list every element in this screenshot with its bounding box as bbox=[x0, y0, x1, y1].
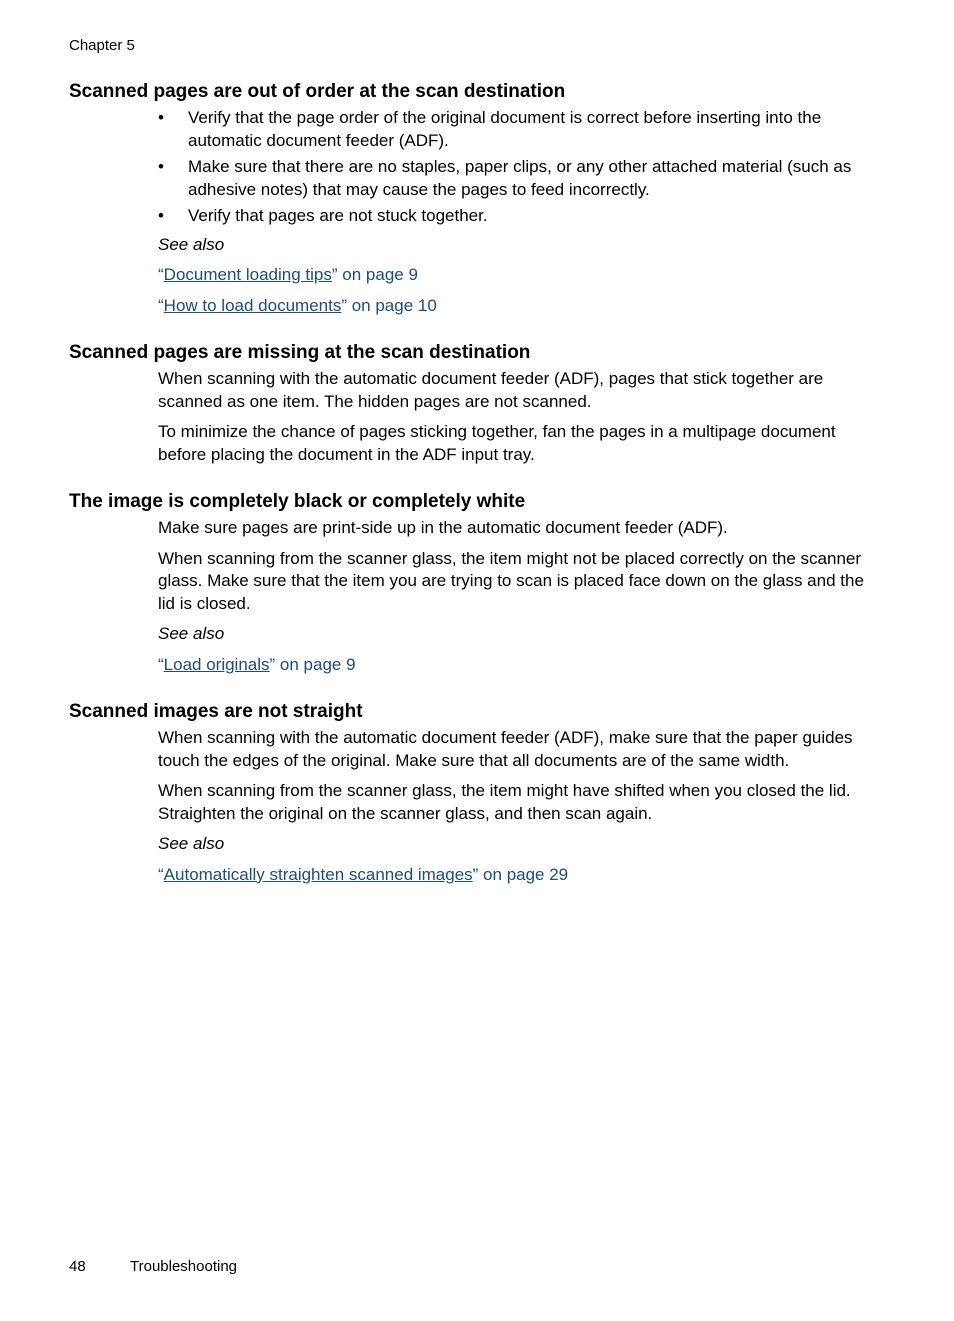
section-heading: Scanned pages are out of order at the scan destination bbox=[69, 81, 566, 102]
section-missing-pages bbox=[69, 341, 889, 466]
bullet-icon: • bbox=[158, 157, 164, 176]
list-item-text: Make sure that there are no staples, paper clips, or any other attached material (such as adhesive notes) that may cause the pages to feed incorrectly. bbox=[188, 157, 852, 199]
page-reference: ” on page 9 bbox=[331, 265, 418, 284]
list-item bbox=[158, 107, 870, 152]
see-also-label: See also bbox=[158, 234, 225, 254]
paragraph: When scanning with the automatic document feeder (ADF), make sure that the paper guides touch the edges of the original. Make sure that all documents are of the same width. bbox=[158, 728, 853, 770]
bullet-list bbox=[158, 107, 870, 228]
see-also-label: See also bbox=[158, 624, 225, 643]
footer-section-title: Troubleshooting bbox=[130, 1258, 238, 1275]
cross-reference bbox=[158, 864, 870, 887]
chapter-header: Chapter 5 bbox=[69, 37, 135, 54]
quote-open: “ bbox=[158, 654, 164, 674]
link-automatically-straighten[interactable]: Automatically straighten scanned images bbox=[163, 864, 473, 884]
list-item bbox=[158, 205, 870, 228]
page-number: 48 bbox=[69, 1258, 86, 1275]
section-body bbox=[158, 727, 870, 886]
link-load-originals[interactable]: Load originals bbox=[163, 654, 270, 674]
see-also-label: See also bbox=[158, 834, 225, 853]
paragraph: When scanning from the scanner glass, the item might have shifted when you closed the lid. Straighten the original on the scanner glass, and then scan again. bbox=[158, 781, 851, 823]
cross-reference bbox=[158, 264, 870, 287]
list-item-text: Verify that the page order of the original document is correct before inserting into the automatic document feeder (ADF). bbox=[188, 108, 822, 150]
list-item-text: Verify that pages are not stuck together. bbox=[188, 206, 488, 225]
bullet-icon: • bbox=[158, 108, 164, 127]
quote-open: “ bbox=[158, 864, 164, 884]
section-heading: The image is completely black or completely white bbox=[69, 491, 526, 512]
cross-reference bbox=[158, 295, 870, 318]
page-footer bbox=[69, 1258, 237, 1276]
section-black-or-white bbox=[69, 490, 889, 676]
page-reference: ” on page 10 bbox=[341, 295, 437, 315]
paragraph: To minimize the chance of pages sticking together, fan the pages in a multipage document before placing the document in the ADF input tray. bbox=[158, 422, 836, 464]
paragraph: When scanning from the scanner glass, the item might not be placed correctly on the scanner glass. Make sure that the item you are trying to scan is placed face down on the glass and the lid is closed. bbox=[158, 548, 864, 613]
cross-reference bbox=[158, 654, 870, 677]
bullet-icon: • bbox=[158, 206, 164, 225]
quote-open: “ bbox=[158, 295, 164, 315]
section-body bbox=[158, 517, 870, 676]
page-content bbox=[69, 80, 889, 910]
link-document-loading-tips[interactable]: Document loading tips bbox=[163, 265, 332, 284]
section-out-of-order bbox=[69, 80, 889, 317]
page-reference: ” on page 9 bbox=[269, 654, 356, 674]
page-reference: ” on page 29 bbox=[472, 864, 569, 884]
section-heading: Scanned images are not straight bbox=[69, 701, 363, 722]
section-body bbox=[158, 107, 870, 317]
link-how-to-load-documents[interactable]: How to load documents bbox=[163, 295, 342, 315]
section-heading: Scanned pages are missing at the scan destination bbox=[69, 342, 531, 363]
paragraph: Make sure pages are print-side up in the automatic document feeder (ADF). bbox=[158, 518, 728, 537]
list-item bbox=[158, 156, 870, 201]
section-not-straight bbox=[69, 700, 889, 886]
paragraph: When scanning with the automatic document feeder (ADF), pages that stick together are scanned as one item. The hidden pages are not scanned. bbox=[158, 369, 824, 411]
section-body bbox=[158, 368, 870, 466]
quote-open: “ bbox=[158, 265, 164, 284]
